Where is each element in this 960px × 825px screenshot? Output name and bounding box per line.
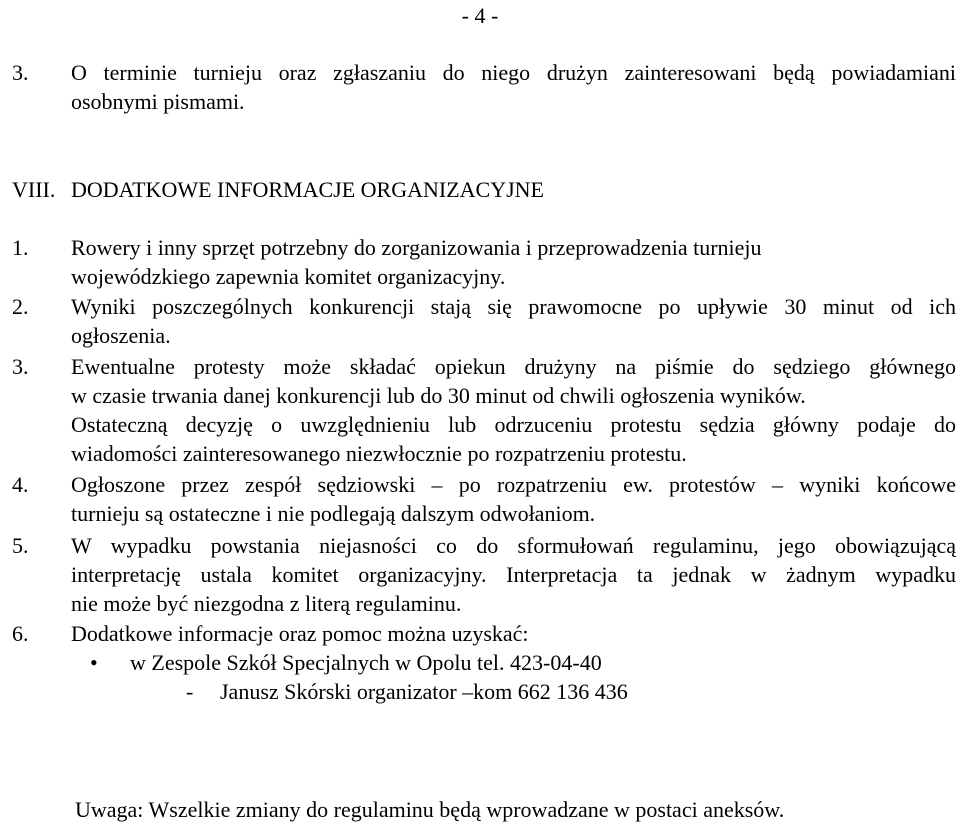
list-item-number: 4. <box>12 472 29 497</box>
text-line: wojewódzkiego zapewnia komitet organizacyjny. <box>71 264 506 289</box>
list-item-body <box>71 58 956 116</box>
list-item-number: 3. <box>12 60 29 85</box>
text-line: Ogłoszone przez zespół sędziowski – po rozpatrzeniu ew. protestów – wyniki końcowe <box>71 472 956 497</box>
list-item-4 <box>12 470 956 528</box>
section-title: DODATKOWE INFORMACJE ORGANIZACYJNE <box>71 177 544 202</box>
list-item-body <box>71 352 956 468</box>
list-item-number: 6. <box>12 621 29 646</box>
text-line: Dodatkowe informacje oraz pomoc można uzyskać: <box>71 621 529 646</box>
list-item-number: 2. <box>12 294 29 319</box>
text-line: Rowery i inny sprzęt potrzebny do zorganizowania i przeprowadzenia turnieju <box>71 235 762 260</box>
bullet-icon: • <box>90 650 98 675</box>
list-item-body <box>71 233 956 291</box>
list-item-5 <box>12 531 956 618</box>
text-line: Wyniki poszczególnych konkurencji stają się prawomocne po upływie 30 minut od ich <box>71 294 956 319</box>
text-line: interpretację ustala komitet organizacyjny. Interpretacja ta jednak w żadnym wypadku <box>71 562 956 587</box>
list-item-6 <box>12 619 956 648</box>
text-line: w czasie trwania danej konkurencji lub do 30 minut od chwili ogłoszenia wyników. <box>71 383 806 408</box>
list-item-body <box>71 292 956 350</box>
text-line: turnieju są ostateczne i nie podlegają dalszym odwołaniom. <box>71 501 596 526</box>
text-line: Ewentualne protesty może składać opiekun drużyny na piśmie do sędziego głównego <box>71 354 956 379</box>
text-line: W wypadku powstania niejasności co do sformułowań regulaminu, jego obowiązującą <box>71 533 956 558</box>
text-line: nie może być niezgodna z literą regulaminu. <box>71 591 462 616</box>
note-text: Uwaga: Wszelkie zmiany do regulaminu będą wprowadzane w postaci aneksów. <box>75 797 785 822</box>
list-item-number: 5. <box>12 533 29 558</box>
list-item-body <box>71 531 956 618</box>
text-line: osobnymi pismami. <box>71 89 245 114</box>
contact-school-text: w Zespole Szkół Specjalnych w Opolu tel. 423-04-40 <box>130 650 602 675</box>
contact-organizer-text: Janusz Skórski organizator –kom 662 136 436 <box>220 679 628 704</box>
section-number: VIII. <box>12 177 56 202</box>
list-item-number: 3. <box>12 354 29 379</box>
list-item-3 <box>12 352 956 468</box>
dash-marker: - <box>186 679 194 704</box>
contact-bullet-row <box>90 648 602 677</box>
text-line: ogłoszenia. <box>71 323 171 348</box>
contact-dash-row <box>186 677 628 706</box>
text-line: O terminie turnieju oraz zgłaszaniu do niego drużyn zainteresowani będą powiadamiani <box>71 60 956 85</box>
list-item-top-3 <box>12 58 956 116</box>
list-item-number: 1. <box>12 235 29 260</box>
text-line: Ostateczną decyzję o uwzględnieniu lub odrzuceniu protestu sędzia główny podaje do <box>71 412 956 437</box>
list-item-1 <box>12 233 956 291</box>
list-item-body <box>71 619 956 648</box>
section-heading <box>12 175 544 204</box>
list-item-2 <box>12 292 956 350</box>
text-line: wiadomości zainteresowanego niezwłocznie po rozpatrzeniu protestu. <box>71 441 687 466</box>
page-number: - 4 - <box>461 3 499 28</box>
list-item-body <box>71 470 956 528</box>
